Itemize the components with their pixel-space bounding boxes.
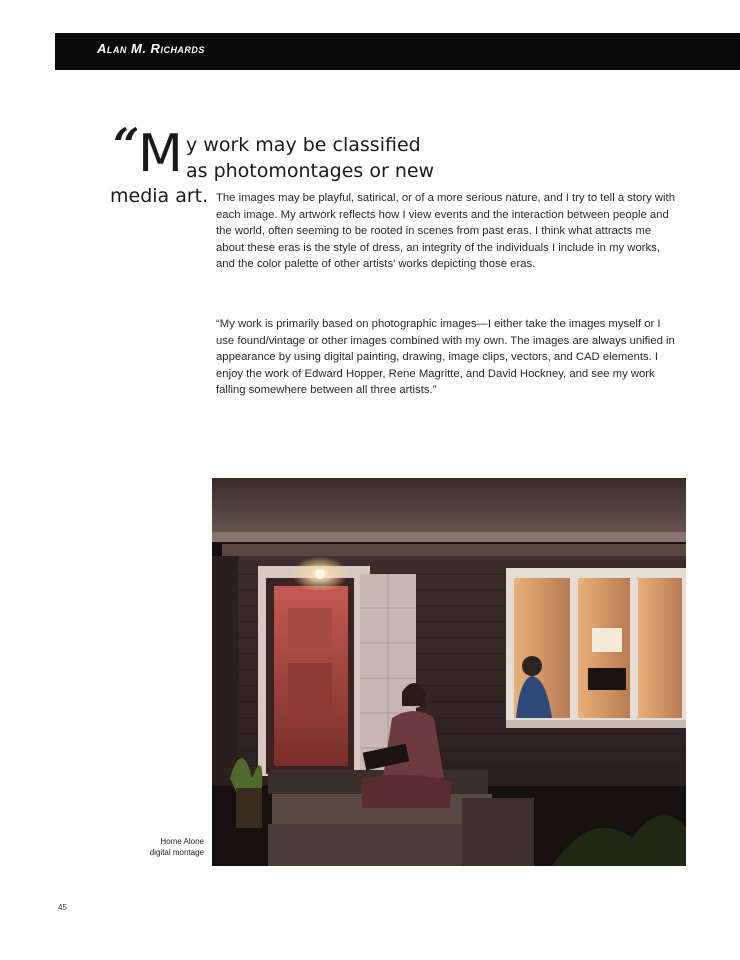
artwork-illustration [212,478,686,866]
open-quote-mark: “ [113,118,140,172]
pull-quote-line-2: as photomontages or new [186,160,435,182]
caption-title: Home Alone [160,837,204,846]
body-paragraph-2: “My work is primarily based on photographic images—I either take the images myself or I use found/vintage or other images combined with my own. The images are always unified in appearance by using digital painting, drawing, image clips, vectors, and CAD elements. I enjoy the work of Edward Hopper, Rene Magritte, and David Hockney, and see my work falling somewhere between all three artists.” [216,318,675,396]
artwork-photo [212,478,686,866]
pull-quote-line-1: y work may be classified [186,134,421,156]
caption-medium: digital montage [149,848,204,857]
page-number: 45 [58,903,67,912]
author-name: Alan M. Richards [97,41,205,56]
body-paragraph-1: The images may be playful, satirical, or of a more serious nature, and I try to tell a story with each image. My artwork reflects how I view events and the interaction between people and the world, often seeming to be rooted in scenes from past eras. I think what attracts me about these eras is the style of dress, an integrity of the individuals I include in my works, and the color palette of other artists' works depicting those eras. [216,192,675,270]
header-bar [55,33,740,70]
artwork-caption [150,836,204,858]
pull-quote-line-3: media art. [110,185,209,207]
drop-cap: M [138,124,183,184]
